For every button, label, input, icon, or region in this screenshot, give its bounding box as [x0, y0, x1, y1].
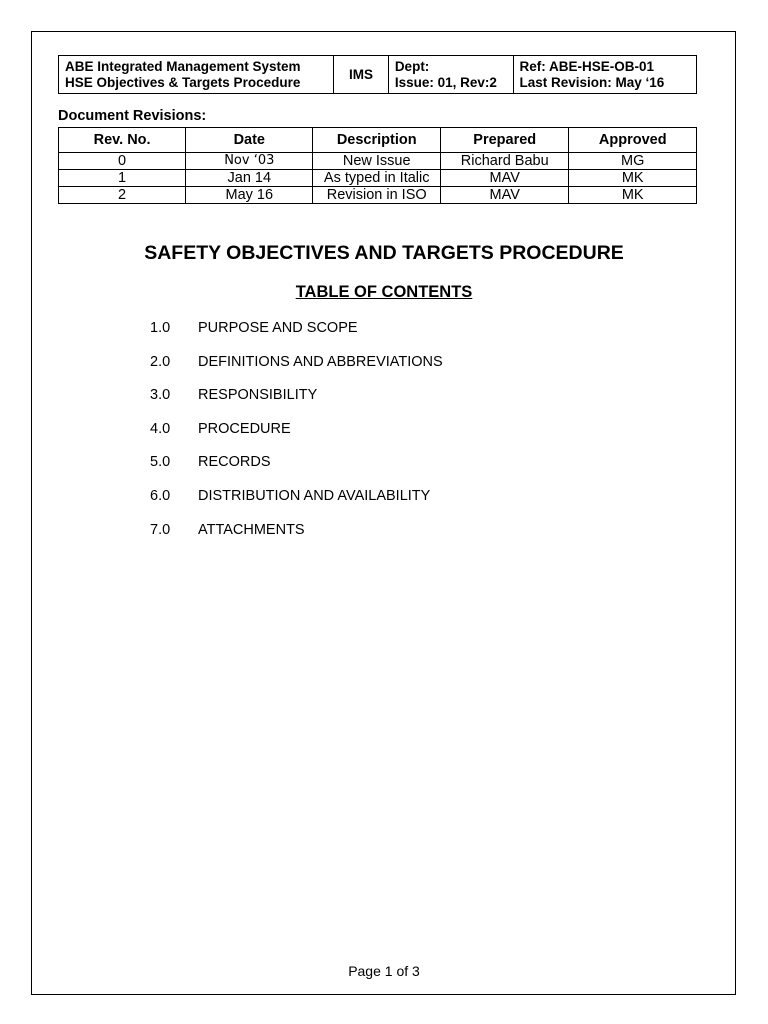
approved-cell: MK — [569, 187, 697, 204]
date-cell: May 16 — [186, 187, 313, 204]
toc-item — [150, 421, 443, 455]
approved-cell: MG — [569, 153, 697, 170]
toc-item — [150, 454, 443, 488]
document-title: SAFETY OBJECTIVES AND TARGETS PROCEDURE — [144, 242, 624, 264]
page-number: Page 1 of 3 — [348, 963, 420, 979]
toc-item-number: 2.0 — [150, 353, 171, 370]
prepared-cell: MAV — [441, 187, 569, 204]
toc-item — [150, 522, 443, 556]
toc-item-label: RESPONSIBILITY — [198, 387, 318, 404]
document-header-table — [58, 55, 697, 94]
toc-item-number: 7.0 — [150, 521, 171, 538]
revisions-heading: Document Revisions: — [58, 108, 207, 124]
toc-item-number: 4.0 — [150, 420, 171, 437]
system-name: ABE Integrated Management System — [65, 58, 301, 74]
issue-label: Issue: 01, Rev:2 — [394, 74, 497, 90]
revisions-header-row — [59, 128, 697, 153]
table-row — [59, 187, 697, 204]
toc-item-label: PROCEDURE — [198, 420, 291, 437]
ims-cell: IMS — [334, 56, 389, 94]
rev-no-cell: 1 — [59, 170, 186, 187]
date-cell: Jan 14 — [186, 170, 313, 187]
last-revision-label: Last Revision: May ‘16 — [519, 74, 665, 90]
toc-item-label: DEFINITIONS AND ABBREVIATIONS — [198, 353, 443, 370]
approved-cell: MK — [569, 170, 697, 187]
toc-item — [150, 354, 443, 388]
revisions-table — [58, 127, 697, 204]
ref-label: Ref: ABE-HSE-OB-01 — [519, 58, 655, 74]
dept-label: Dept: — [394, 58, 430, 74]
ref-cell — [513, 56, 696, 94]
table-row — [59, 170, 697, 187]
procedure-name: HSE Objectives & Targets Procedure — [65, 74, 301, 90]
col-header-prepared: Prepared — [441, 128, 569, 153]
description-cell: As typed in Italic — [313, 170, 441, 187]
toc-heading: TABLE OF CONTENTS — [295, 283, 473, 301]
date-cell: Nov ‘03 — [186, 153, 313, 170]
table-row — [59, 153, 697, 170]
table-of-contents — [150, 320, 443, 555]
toc-item — [150, 488, 443, 522]
prepared-cell: MAV — [441, 170, 569, 187]
toc-item-number: 1.0 — [150, 320, 171, 336]
toc-item-label: DISTRIBUTION AND AVAILABILITY — [198, 487, 431, 504]
rev-no-cell: 2 — [59, 187, 186, 204]
toc-item — [150, 320, 443, 354]
description-cell: Revision in ISO — [313, 187, 441, 204]
toc-item-number: 6.0 — [150, 487, 171, 504]
toc-item-number: 5.0 — [150, 454, 171, 471]
dept-issue-cell — [388, 56, 513, 94]
prepared-cell: Richard Babu — [441, 153, 569, 170]
rev-no-cell: 0 — [59, 153, 186, 170]
col-header-date: Date — [186, 128, 313, 153]
system-title-cell — [59, 56, 334, 94]
toc-item — [150, 387, 443, 421]
col-header-rev-no: Rev. No. — [59, 128, 186, 153]
toc-item-label: RECORDS — [198, 454, 271, 471]
col-header-description: Description — [313, 128, 441, 153]
col-header-approved: Approved — [569, 128, 697, 153]
description-cell: New Issue — [313, 153, 441, 170]
toc-item-label: ATTACHMENTS — [198, 521, 305, 538]
toc-item-number: 3.0 — [150, 387, 171, 404]
toc-item-label: PURPOSE AND SCOPE — [198, 320, 358, 336]
